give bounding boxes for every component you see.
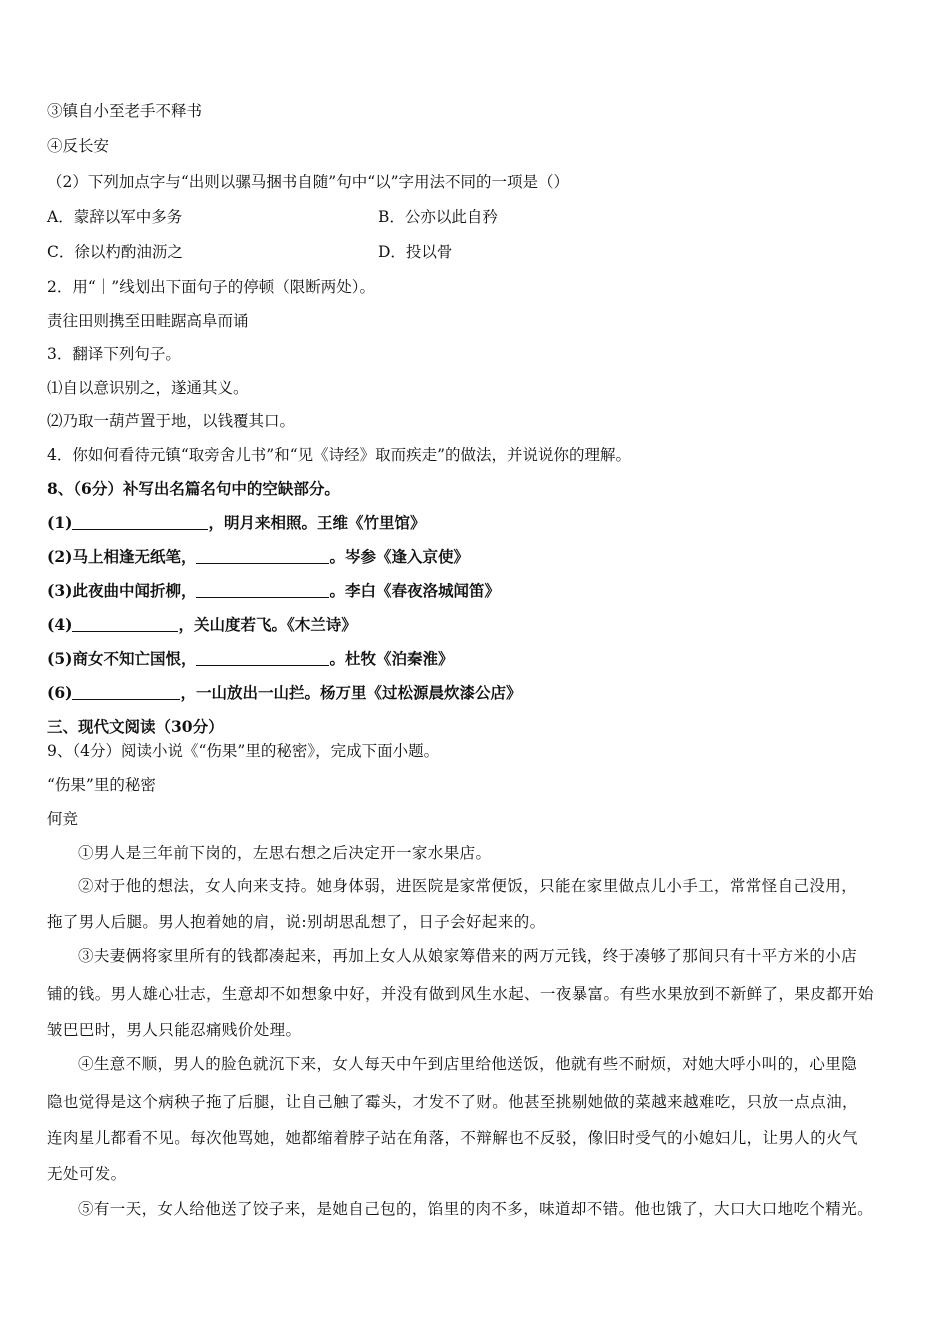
question-8-title: 8、（6分）补写出名篇名句中的空缺部分。 (47, 479, 340, 498)
question-line: （2）下列加点字与“出则以骡马捆书自随”句中“以”字用法不同的一项是（） (47, 173, 570, 191)
story-paragraph-3: ③夫妻俩将家里所有的钱都凑起来，再加上女人从娘家筹借来的两万元钱，终于凑够了那间只有十平方米的小店 (78, 947, 858, 965)
option-c: C．徐以杓酌油沥之 (47, 243, 183, 261)
item-prefix: (6) (47, 683, 73, 702)
item-prefix: (4) (47, 615, 73, 634)
fill-blank-item (47, 683, 521, 703)
story-paragraph-2-cont: 拖了男人后腿。男人抱着她的肩，说:别胡思乱想了，日子会好起来的。 (47, 913, 546, 931)
item-suffix: 。李白《春夜洛城闻笛》 (329, 581, 500, 600)
question-3-a: ⑴自以意识别之，遂通其义。 (47, 379, 249, 397)
section-heading: 三、现代文阅读（30分） (47, 717, 224, 736)
text-line: ③镇自小至老手不释书 (47, 102, 203, 120)
answer-blank[interactable] (72, 685, 180, 700)
story-paragraph-1: ①男人是三年前下岗的，左思右想之后决定开一家水果店。 (78, 844, 492, 862)
answer-blank[interactable] (196, 549, 329, 564)
question-3: 3．翻译下列句子。 (47, 345, 181, 363)
story-paragraph-2: ②对于他的想法，女人向来支持。她身体弱，进医院是家常便饭，只能在家里做点儿小手工，常常怪自己没用， (78, 877, 858, 895)
item-suffix: ，一山放出一山拦。杨万里《过松源晨炊漆公店》 (180, 683, 522, 702)
question-2-sentence: 责往田则携至田畦踞高阜而诵 (47, 312, 249, 330)
answer-blank[interactable] (72, 617, 178, 632)
item-suffix: 。杜牧《泊秦淮》 (329, 649, 454, 668)
question-9: 9、（4分）阅读小说《“伤果”里的秘密》，完成下面小题。 (47, 742, 440, 760)
fill-blank-item (47, 649, 453, 669)
story-paragraph-3-cont: 铺的钱。男人雄心壮志，生意却不如想象中好，并没有做到风生水起、一夜暴富。有些水果放到不新鲜了，果皮都开始 (47, 985, 874, 1003)
story-author: 何竞 (47, 810, 79, 828)
question-4: 4．你如何看待元镇“取旁舍儿书”和“见《诗经》取而疾走”的做法，并说说你的理解。 (47, 446, 632, 464)
story-paragraph-3-cont: 皱巴巴时，男人只能忍痛贱价处理。 (47, 1021, 302, 1039)
item-suffix: ，关山度若飞。《木兰诗》 (178, 615, 357, 634)
story-paragraph-4-cont: 隐也觉得是这个病秧子拖了后腿，让自己触了霉头，才发不了财。他甚至挑剔她做的菜越来越难吃，只放一点点油， (47, 1093, 858, 1111)
item-prefix: (5)商女不知亡国恨， (47, 649, 197, 668)
option-d: D．投以骨 (378, 243, 453, 261)
story-paragraph-4: ④生意不顺，男人的脸色就沉下来，女人每天中午到店里给他送饭，他就有些不耐烦，对她大呼小叫的，心里隐 (78, 1055, 858, 1073)
item-prefix: (1) (47, 513, 73, 532)
option-b: B．公亦以此自矜 (378, 208, 498, 226)
question-2: 2．用“｜”线划出下面句子的停顿（限断两处）。 (47, 278, 375, 296)
fill-blank-item (47, 581, 500, 601)
answer-blank[interactable] (196, 651, 329, 666)
text-line: ④反长安 (47, 137, 110, 155)
answer-blank[interactable] (72, 515, 208, 530)
fill-blank-item (47, 615, 357, 635)
item-prefix: (2)马上相逢无纸笔， (47, 547, 197, 566)
item-suffix: 。岑参《逢入京使》 (329, 547, 469, 566)
item-suffix: ，明月来相照。王维《竹里馆》 (208, 513, 426, 532)
story-paragraph-5: ⑤有一天，女人给他送了饺子来，是她自己包的，馅里的肉不多，味道却不错。他也饿了，大口大口地吃个精光。 (78, 1200, 874, 1218)
question-3-b: ⑵乃取一葫芦置于地，以钱覆其口。 (47, 412, 296, 430)
fill-blank-item (47, 513, 425, 533)
fill-blank-item (47, 547, 469, 567)
option-a: A．蒙辞以军中多务 (47, 208, 183, 226)
story-paragraph-4-cont: 无处可发。 (47, 1165, 127, 1183)
answer-blank[interactable] (196, 583, 329, 598)
story-paragraph-4-cont: 连肉星儿都看不见。每次他骂她，她都缩着脖子站在角落，不辩解也不反驳，像旧时受气的小媳妇儿，让男人的火气 (47, 1129, 858, 1147)
item-prefix: (3)此夜曲中闻折柳， (47, 581, 197, 600)
story-title: “伤果”里的秘密 (47, 776, 156, 794)
